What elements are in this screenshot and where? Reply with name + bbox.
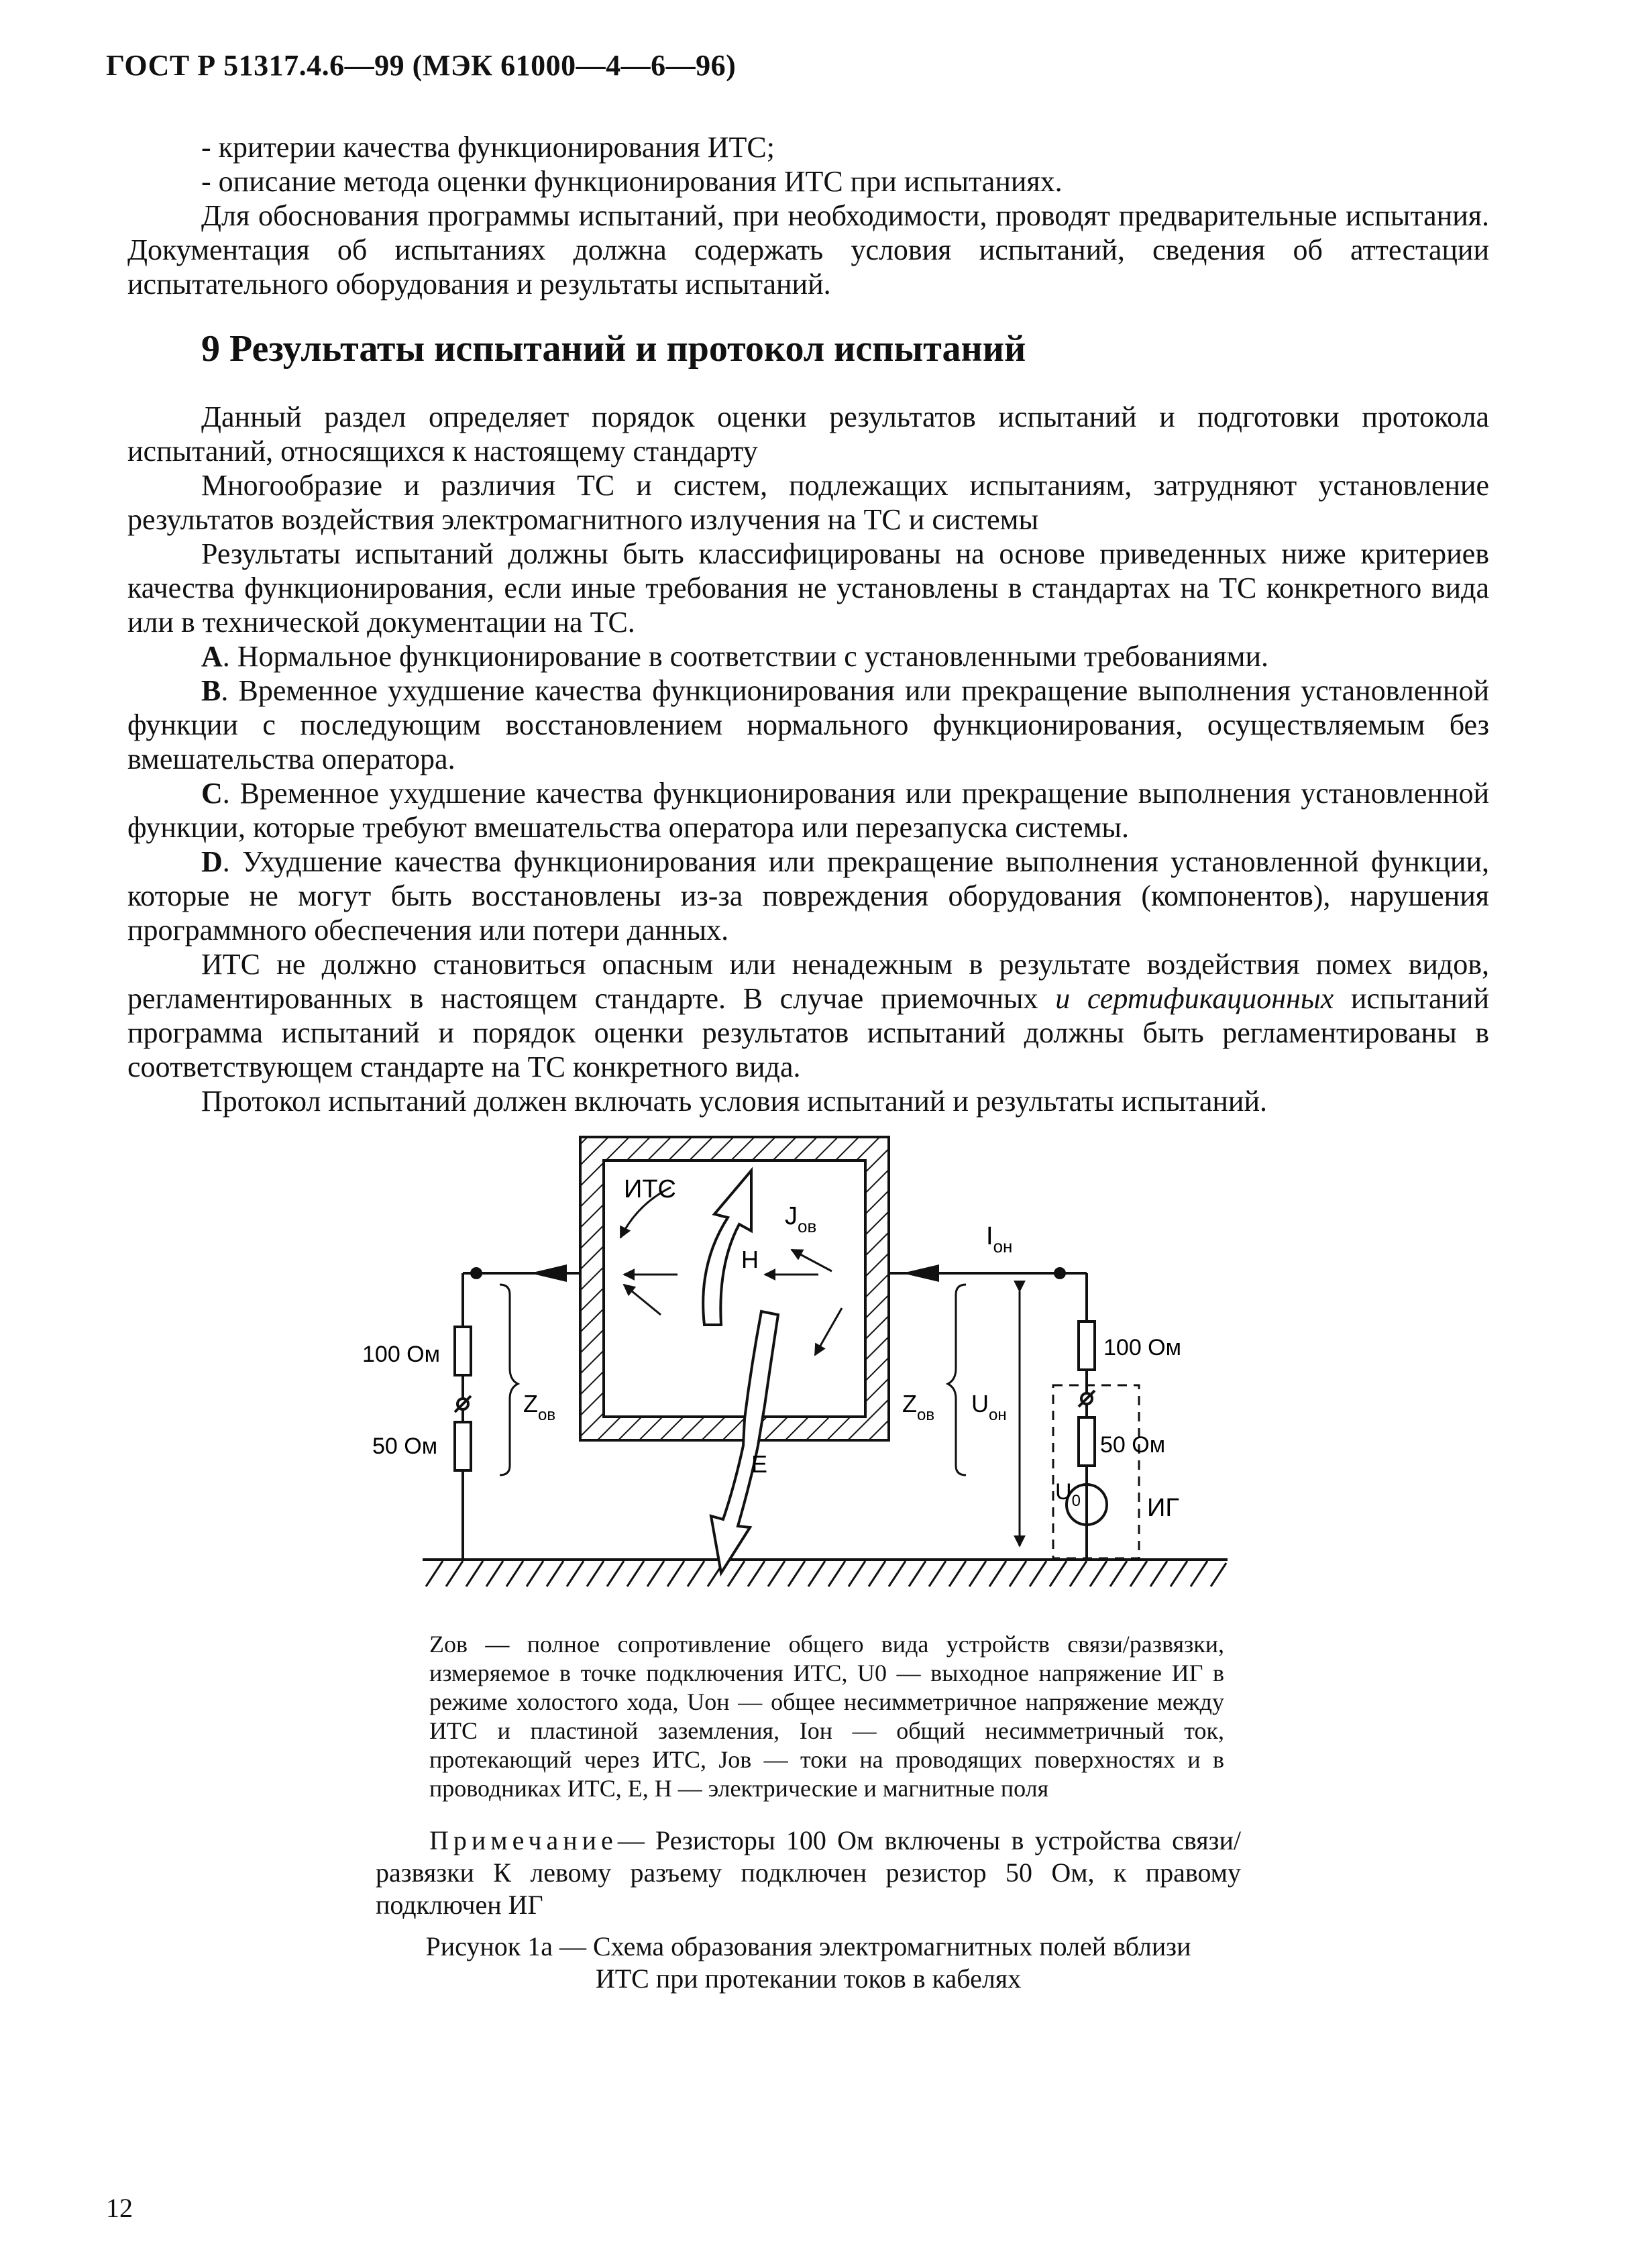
criterion-label: А <box>201 640 223 673</box>
list-item: - критерии качества функционирования ИТС; <box>201 131 775 164</box>
section-heading: 9 Результаты испытаний и протокол испытаний <box>201 328 1026 370</box>
paragraph: Для обоснования программы испытаний, при необходимости, проводят предварительные испытания. Документация об испытаниях должна содержать условия испытаний, сведения об аттестации испытательного оборудования и результаты испытаний. <box>127 199 1489 301</box>
paragraph: Протокол испытаний должен включать условия испытаний и результаты испытаний. <box>201 1085 1267 1118</box>
z-letter: Z <box>523 1390 538 1417</box>
criterion-text: . Временное ухудшение качества функционирования или прекращение выполнения установленной функции с последующим восстановлением нормального функционирования, осуществляемым без вмешательства оператора. <box>127 674 1489 775</box>
figure-caption: Zов — полное сопротивление общего вида устройств связи/развязки, измеряемое в точке подключения ИТС, U0 — выходное напряжение ИГ в режиме холостого хода, Uон — общее несимметричное напряжение между ИТС и пластиной заземления, Iон — общий несимметричный ток, протекающий через ИТС, Jов — токи на проводящих поверхностях и в проводниках ИТС, Е, Н — электрические и магнитные поля <box>429 1631 1224 1802</box>
criterion-text: . Ухудшение качества функционирования или прекращение выполнения установленной функции, которые не могут быть восстановлены из-за повреждения оборудования (компонентов), нарушения программного обеспечения или потери данных. <box>127 845 1489 947</box>
e-label: E <box>751 1450 768 1478</box>
intro-block <box>127 130 1489 301</box>
paragraph: Многообразие и различия ТС и систем, подлежащих испытаниям, затрудняют установление результатов воздействия электромагнитного излучения на ТС и системы <box>127 469 1489 536</box>
note-text: — Резисторы 100 Ом включены в устройства связи/развязки К левому разъему подключен резистор 50 Ом, к правому подключен ИГ <box>376 1825 1241 1920</box>
resistor-100-right-label: 100 Ом <box>1103 1335 1181 1360</box>
resistor-50-right-label: 50 Ом <box>1100 1432 1166 1458</box>
list-item: - описание метода оценки функционирования ИТС при испытаниях. <box>201 165 1063 198</box>
criterion-d <box>127 845 1489 947</box>
z-label-right <box>902 1390 934 1424</box>
generator-box <box>1053 1385 1139 1558</box>
criterion-label: В <box>201 674 221 707</box>
resistor-100-left-label: 100 Ом <box>362 1342 440 1367</box>
criterion-label: С <box>201 777 223 810</box>
h-label: H <box>741 1246 759 1273</box>
u-letter: U <box>971 1390 989 1417</box>
note-paragraph <box>376 1825 1241 1921</box>
criterion-text: . Временное ухудшение качества функционирования или прекращение выполнения установленной функции, которые требуют вмешательства оператора или перезапуска системы. <box>127 777 1489 844</box>
right-brace <box>948 1285 966 1475</box>
page-number: 12 <box>106 2193 133 2223</box>
criterion-c <box>127 776 1489 845</box>
left-circuit <box>455 1273 580 1560</box>
i-letter: I <box>986 1222 993 1250</box>
document-header: ГОСТ Р 51317.4.6—99 (МЭК 61000—4—6—96) <box>106 49 737 82</box>
criterion-a <box>127 639 1489 673</box>
figure-title-line: ИТС при протекании токов в кабелях <box>595 1963 1022 1994</box>
resistor-50-left-label: 50 Ом <box>372 1434 438 1459</box>
criterion-text: . Нормальное функционирование в соответствии с установленными требованиями. <box>222 640 1269 673</box>
right-current-arrow <box>902 1264 939 1282</box>
left-node <box>470 1267 482 1279</box>
i-label <box>986 1222 1012 1256</box>
i-subscript: он <box>993 1236 1013 1256</box>
its-label: ИТС <box>624 1175 676 1203</box>
u0-subscript: 0 <box>1071 1492 1081 1510</box>
u-label <box>971 1390 1007 1424</box>
paragraph-part: ИТС не должно становиться опасным или ненадежным в результате воздействия помех видов, регламентированных в настоящем стандарте. В случае приемочных <box>127 948 1489 1015</box>
figure-title-line: Рисунок 1а — Схема образования электромагнитных полей вблизи <box>425 1931 1191 1961</box>
criterion-label: D <box>201 845 223 878</box>
figure-note <box>376 1825 1241 1921</box>
section-body <box>127 400 1489 1118</box>
j-subscript: ов <box>798 1216 817 1236</box>
right-node <box>1054 1267 1066 1279</box>
paragraph <box>127 947 1489 1084</box>
criterion-b <box>127 673 1489 776</box>
ground-hatch <box>426 1561 1226 1586</box>
figure-title <box>376 1931 1241 1995</box>
left-current-arrow <box>530 1264 567 1282</box>
left-brace <box>500 1285 518 1475</box>
j-letter: J <box>785 1202 798 1230</box>
paragraph: Данный раздел определяет порядок оценки результатов испытаний и подготовки протокола испытаний, относящихся к настоящему стандарту <box>127 400 1489 468</box>
paragraph-italic: и сертификационных <box>1055 982 1334 1015</box>
note-label: Примечание <box>429 1825 618 1855</box>
paragraph-part: испытаний программа испытаний и порядок оценки результатов испытаний должны быть регламентированы в соответствующем стандарте на ТС конкретного вида. <box>127 982 1490 1083</box>
z-letter: Z <box>902 1390 917 1417</box>
u0-letter: U <box>1055 1479 1072 1505</box>
u-subscript: он <box>989 1406 1007 1424</box>
z-subscript: ов <box>917 1406 935 1424</box>
ig-label: ИГ <box>1147 1494 1179 1522</box>
z-subscript: ов <box>538 1406 556 1424</box>
paragraph: Результаты испытаний должны быть классифицированы на основе приведенных ниже критериев качества функционирования, если иные требования не установлены в стандартах на ТС конкретного вида или в технической документации на ТС. <box>127 537 1489 639</box>
circuit-diagram <box>322 1130 1241 1607</box>
z-label-left <box>523 1390 555 1424</box>
